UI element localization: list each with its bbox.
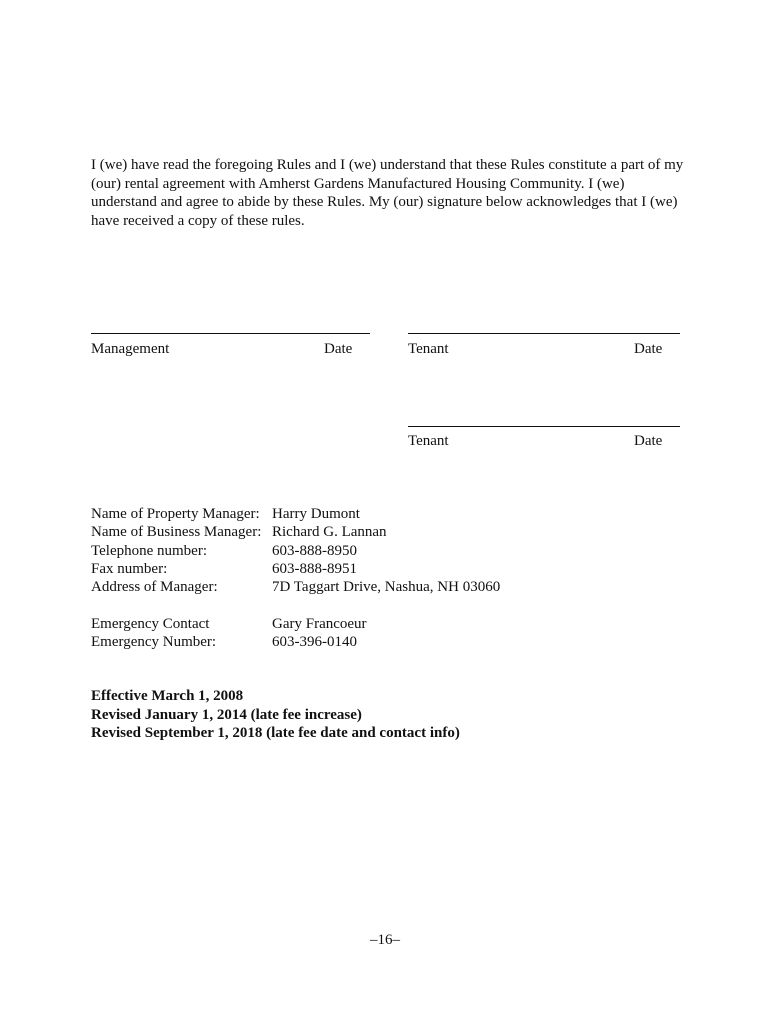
contact-label: Name of Property Manager: — [91, 506, 260, 522]
contact-label: Address of Manager: — [91, 579, 218, 596]
tenant-2-signature-line — [408, 426, 680, 427]
contact-label: Fax number: — [91, 560, 168, 577]
tenant-2-label: Tenant — [408, 433, 449, 449]
contact-row-address — [91, 578, 500, 596]
contact-value: 603-888-8951 — [272, 560, 357, 577]
emergency-number-row — [91, 633, 500, 651]
emergency-value: Gary Francoeur — [272, 615, 367, 632]
contact-value: 7D Taggart Drive, Nashua, NH 03060 — [272, 579, 501, 596]
acknowledgement-paragraph: I (we) have read the foregoing Rules and I (we) understand that these Rules constitute a part of my (our) rental agreement with Amherst Gardens Manufactured Housing Community. I (we) understand and agree to abide by these Rules. My (our) signature below acknowledges that I (we) have received a copy of these rules. — [91, 157, 684, 229]
contact-row-telephone — [91, 542, 500, 560]
spacer — [91, 596, 500, 614]
tenant-1-signature-line — [408, 333, 680, 334]
emergency-contact-row — [91, 615, 500, 633]
revision-line: Revised January 1, 2014 (late fee increase) — [91, 706, 362, 723]
contact-row-fax — [91, 560, 500, 578]
emergency-value: 603-396-0140 — [272, 634, 357, 651]
contact-value: Harry Dumont — [272, 506, 360, 522]
emergency-label: Emergency Number: — [91, 634, 217, 651]
contact-value: 603-888-8950 — [272, 542, 357, 559]
revision-history — [91, 687, 460, 743]
revision-line: Effective March 1, 2008 — [91, 688, 244, 704]
contact-information — [91, 505, 500, 651]
management-signature-line — [91, 333, 370, 334]
management-label: Management — [91, 341, 170, 357]
contact-label: Name of Business Manager: — [91, 524, 262, 541]
tenant-2-date-label: Date — [634, 433, 663, 449]
contact-row-property-manager — [91, 505, 500, 523]
page-number: –16– — [370, 932, 400, 948]
tenant-1-date-label: Date — [634, 341, 663, 357]
emergency-label: Emergency Contact — [91, 615, 210, 632]
contact-row-business-manager — [91, 523, 500, 541]
contact-value: Richard G. Lannan — [272, 524, 387, 541]
contact-label: Telephone number: — [91, 542, 207, 559]
management-date-label: Date — [324, 341, 353, 357]
tenant-1-label: Tenant — [408, 341, 449, 357]
revision-line: Revised September 1, 2018 (late fee date and contact info) — [91, 725, 460, 741]
